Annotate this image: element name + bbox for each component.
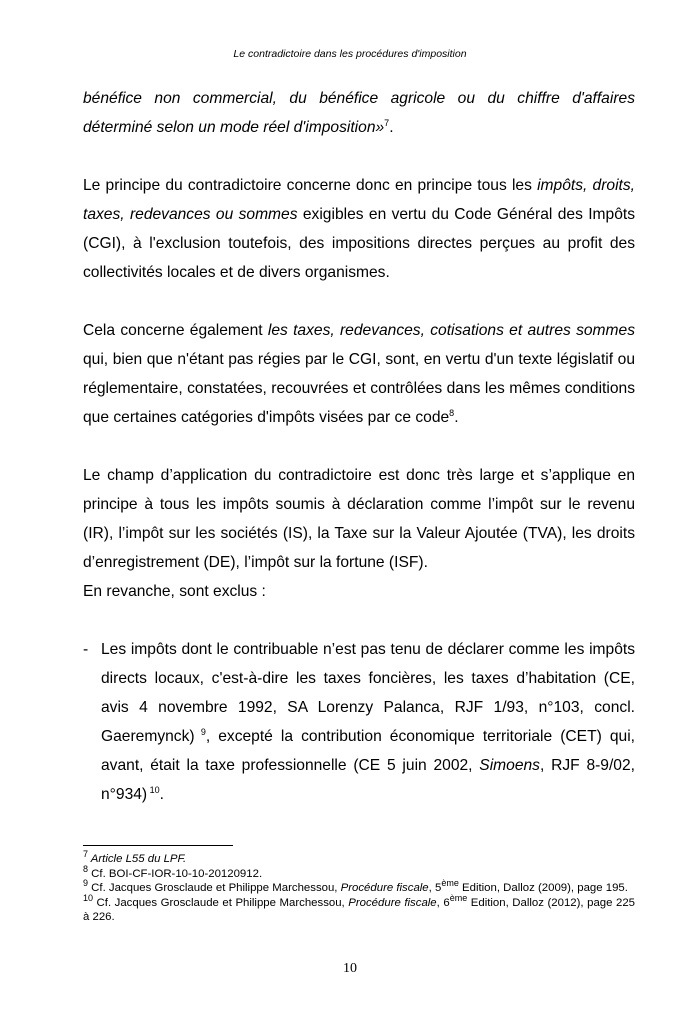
list-text: , RJF 8-9/02, n°934) bbox=[101, 757, 635, 803]
paragraph: En revanche, sont exclus : bbox=[83, 583, 266, 600]
footnote-number: 10 bbox=[83, 892, 94, 903]
footnote-ref: 10 bbox=[147, 784, 160, 795]
list-text: , excepté la contribution économique territoriale (CET) qui, avant, était la taxe professionnelle (CE 5 juin 2002, bbox=[101, 728, 635, 774]
list-text: Les impôts dont le contribuable n’est pas tenu de déclarer comme les impôts directs locaux, c'est-à-dire les taxes foncières, les taxes d’habitation (CE, avis 4 novembre 1992, SA Lorenzy Palanca, RJF 1/93, n°103, concl. Gaeremynck) bbox=[101, 641, 635, 745]
footnote-text: Edition, Dalloz (2009), page 195. bbox=[458, 882, 628, 895]
body-text bbox=[83, 84, 635, 809]
footnote-ref: 7 bbox=[384, 117, 390, 128]
paragraph bbox=[83, 171, 635, 287]
italic-text: les taxes, redevances, cotisations et autres sommes bbox=[267, 322, 635, 339]
footnote-text: , 5 bbox=[428, 882, 442, 895]
footnote-number: 8 bbox=[83, 863, 89, 874]
footnote-text: Cf. Jacques Grosclaude et Philippe Marchessou, bbox=[88, 882, 341, 895]
list-tail: . bbox=[159, 786, 164, 803]
italic-text: bénéfice non commercial, du bénéfice agricole ou du chiffre d'affaires déterminé selon un mode réel d'imposition» bbox=[83, 90, 635, 136]
footnote-text: Cf. BOI-CF-IOR-10-10-20120912. bbox=[88, 867, 263, 880]
footnote-text: Edition, Dalloz (2012), page 225 à 226. bbox=[83, 896, 635, 924]
footnote-separator bbox=[83, 845, 233, 846]
footnote-text: , 6 bbox=[436, 896, 450, 909]
footnote-ref: 9 bbox=[194, 726, 206, 737]
footnotes bbox=[83, 849, 635, 925]
superscript: ème bbox=[441, 878, 459, 889]
superscript: ème bbox=[449, 892, 468, 903]
footnote-number: 7 bbox=[83, 849, 89, 860]
italic-text: impôts, droits, taxes, redevances ou sommes bbox=[83, 177, 636, 223]
footnote bbox=[83, 863, 635, 882]
paragraph: Le champ d’application du contradictoire est donc très large et s’applique en principe à tous les impôts soumis à déclaration comme l’impôt sur le revenu (IR), l’impôt sur les sociétés (IS), la Taxe sur la Valeur Ajoutée (TVA), les droits d’enregistrement (DE), l’impôt sur la fortune (ISF). bbox=[83, 467, 635, 571]
paragraph-text: qui, bien que n'étant pas régies par le CGI, sont, en vertu d'un texte législatif ou réglementaire, constatées, recouvrées et contrôlées dans les mêmes conditions que certaines catégories d'impôts visées par ce code bbox=[83, 351, 635, 426]
paragraph bbox=[83, 84, 635, 142]
italic-text: Procédure fiscale bbox=[348, 896, 437, 909]
footnote bbox=[83, 892, 635, 925]
list-dash: - bbox=[83, 641, 89, 658]
italic-text: Procédure fiscale bbox=[340, 882, 429, 895]
paragraph-tail: . bbox=[389, 119, 394, 136]
paragraph-text: exigibles en vertu du Code Général des Impôts (CGI), à l'exclusion toutefois, des impositions directes perçues au profit des collectivités locales et de divers organismes. bbox=[83, 206, 636, 281]
footnote-number: 9 bbox=[83, 878, 89, 889]
paragraph-text: Cela concerne également bbox=[83, 322, 268, 339]
paragraph-text: Le principe du contradictoire concerne donc en principe tous les bbox=[83, 177, 538, 194]
list-item bbox=[83, 635, 635, 809]
page-number: 10 bbox=[343, 961, 357, 976]
footnote bbox=[83, 849, 635, 867]
italic-text: Simoens bbox=[479, 757, 540, 774]
paragraph bbox=[83, 316, 635, 432]
paragraph-tail: . bbox=[454, 409, 459, 426]
footnote-text: Cf. Jacques Grosclaude et Philippe Marchessou, bbox=[93, 896, 349, 909]
running-header: Le contradictoire dans les procédures d'imposition bbox=[233, 48, 467, 60]
footnote-ref: 8 bbox=[449, 407, 455, 418]
footnote bbox=[83, 878, 635, 896]
italic-text: Article L55 du LPF. bbox=[88, 853, 187, 865]
